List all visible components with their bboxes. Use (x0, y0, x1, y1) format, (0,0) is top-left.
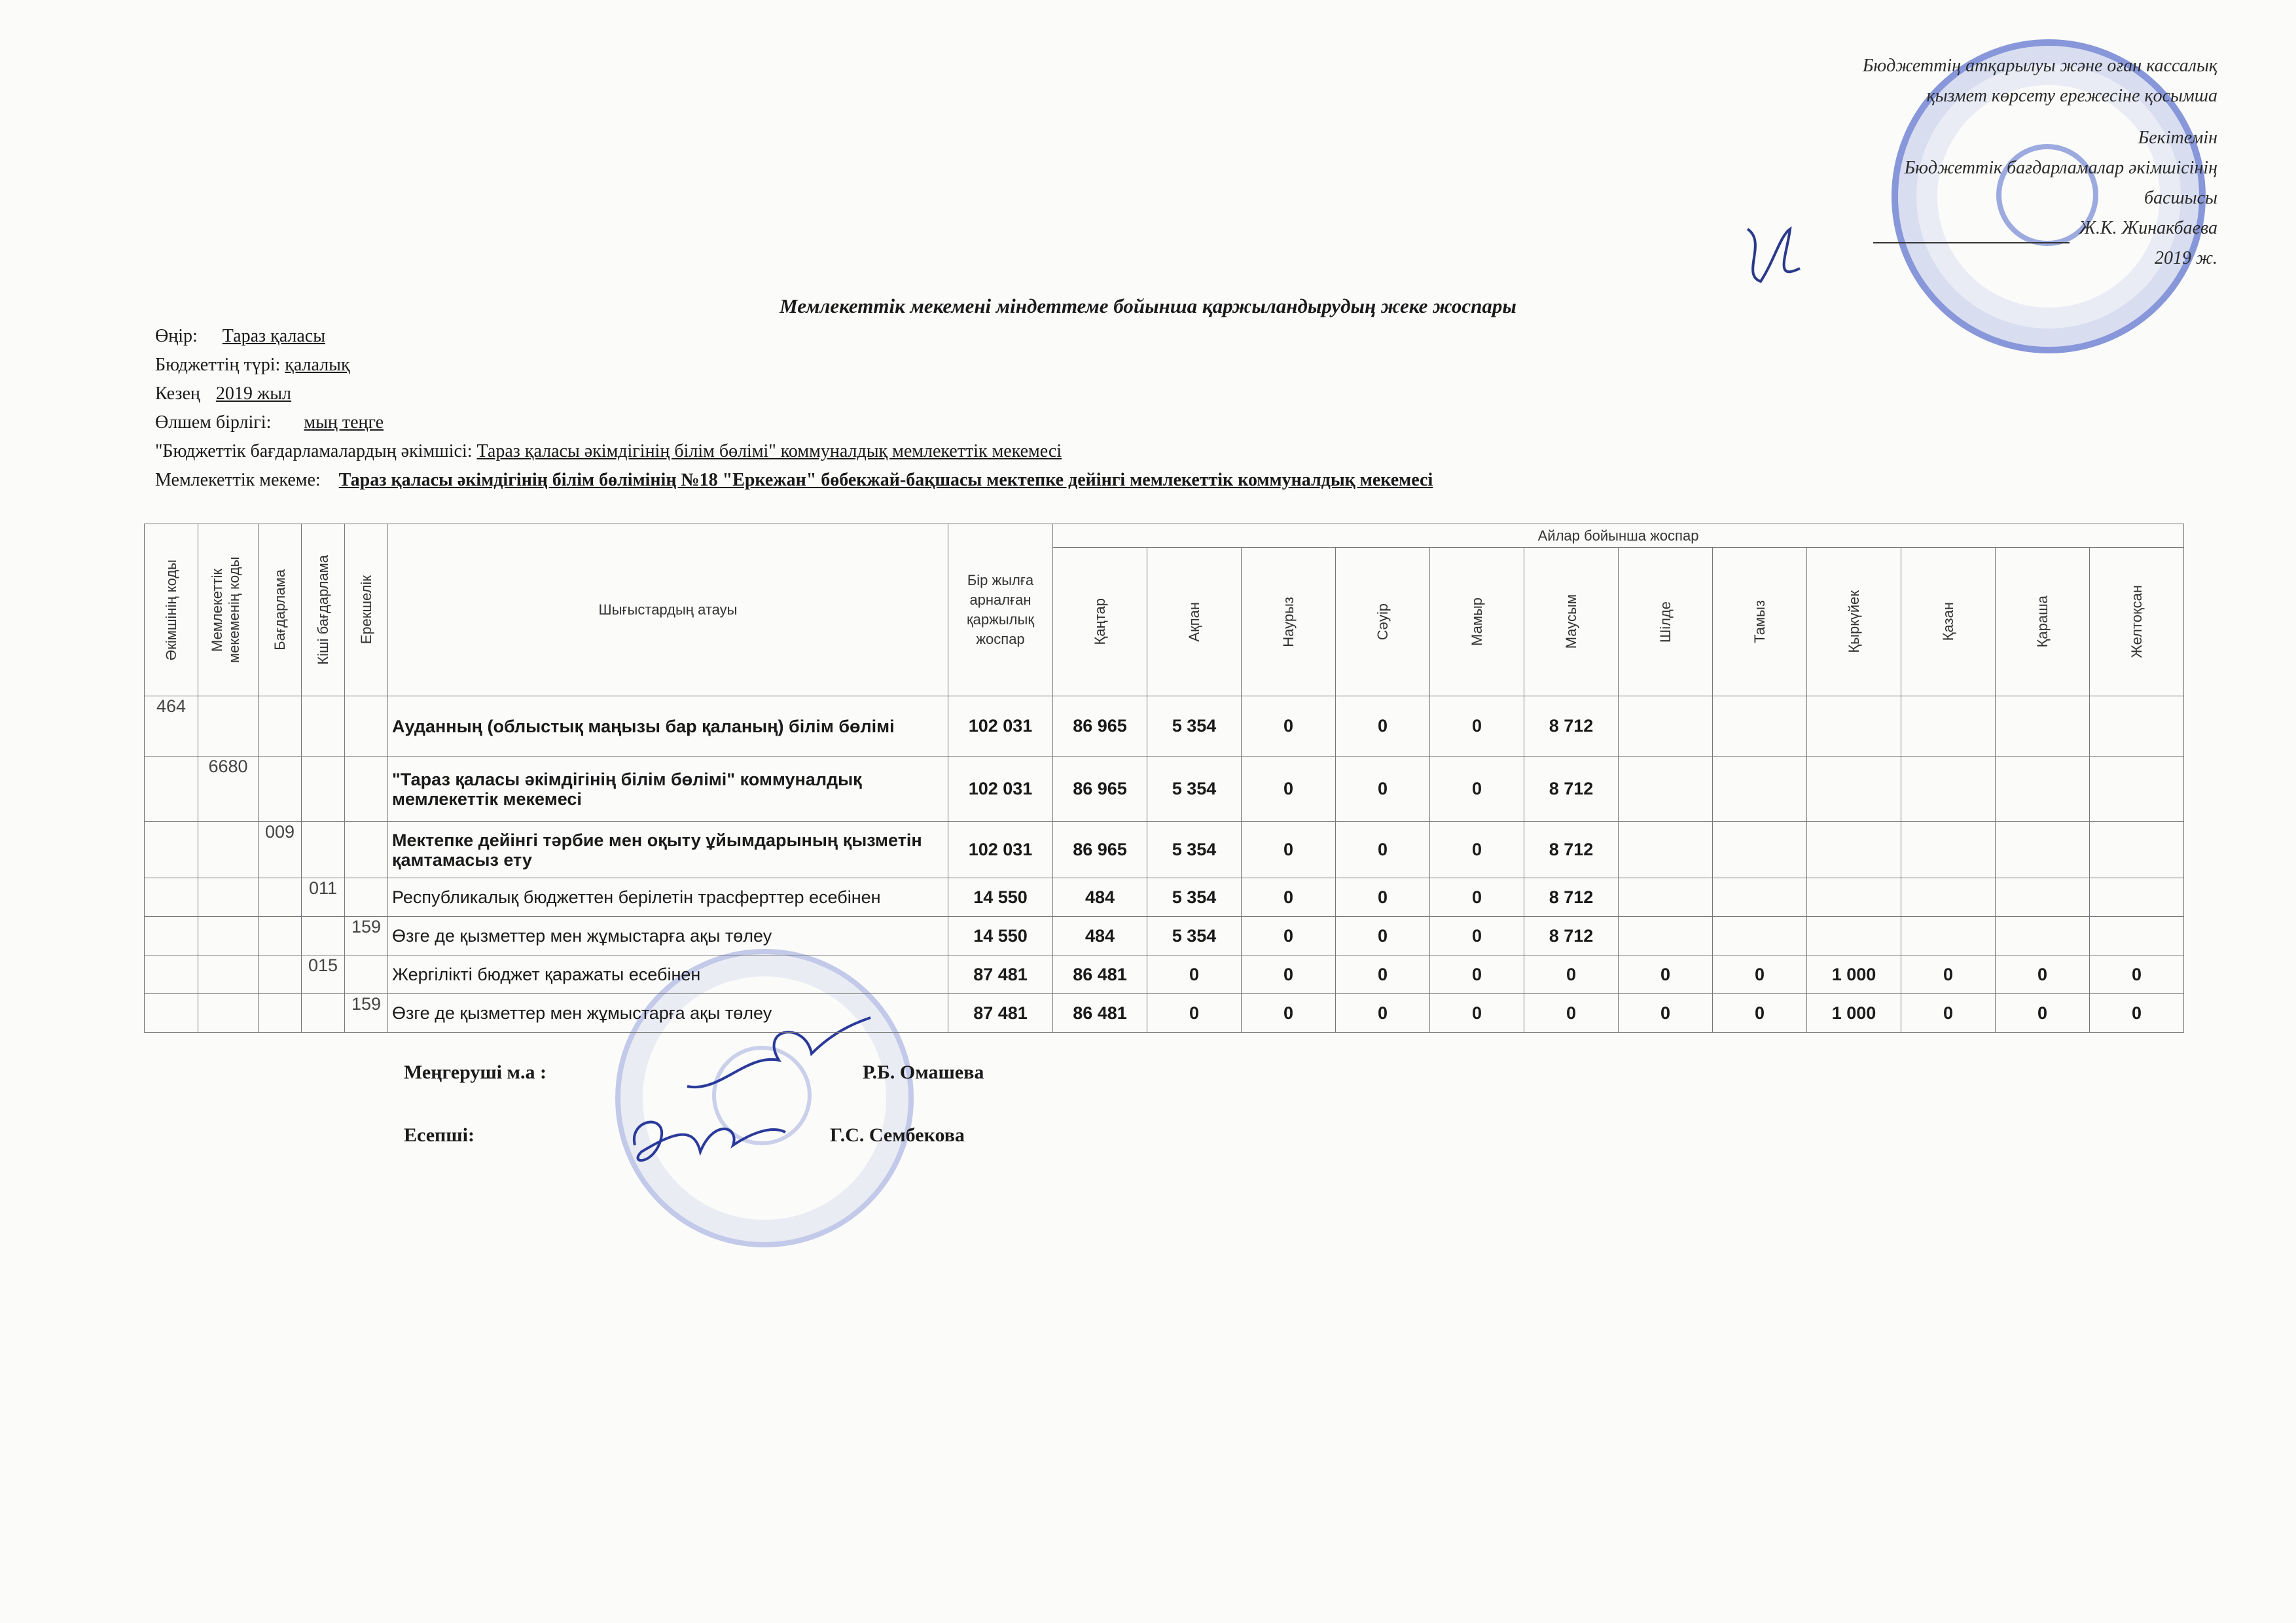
month-value-cell: 0 (1430, 696, 1524, 757)
specificity-code-cell (345, 696, 388, 757)
institution-code-cell (198, 822, 259, 878)
month-value-cell: 0 (1430, 994, 1524, 1033)
program-code-cell (259, 917, 302, 955)
expense-name-cell: Өзге де қызметтер мен жұмыстарға ақы төлеу (388, 994, 948, 1033)
program-code-cell (259, 955, 302, 994)
month-value-cell: 5 354 (1147, 822, 1242, 878)
header-month: Маусым (1524, 548, 1619, 696)
month-value-cell: 0 (1242, 994, 1336, 1033)
month-value-cell (1619, 757, 1713, 822)
month-value-cell: 5 354 (1147, 878, 1242, 917)
header-subprogram: Кіші бағдарлама (302, 524, 345, 696)
month-value-cell: 8 712 (1524, 878, 1619, 917)
month-value-cell: 0 (1336, 757, 1430, 822)
institution-label: Мемлекеттік мекеме: (155, 470, 321, 490)
month-value-cell: 0 (1336, 878, 1430, 917)
program-code-cell (259, 994, 302, 1033)
admin-value: Тараз қаласы әкімдігінің білім бөлімі" коммуналдық мемлекеттік мекемесі (476, 441, 1062, 461)
month-value-cell (2090, 917, 2184, 955)
approval-line-4: Бюджеттік бағдарламалар әкімшісінің (1904, 158, 2217, 178)
expense-name-cell: Республикалық бюджеттен берілетін трасферттер есебінен (388, 878, 948, 917)
month-value-cell (1807, 696, 1901, 757)
month-value-cell: 8 712 (1524, 696, 1619, 757)
header-month: Қыркүйек (1807, 548, 1901, 696)
table-body (145, 696, 2184, 1033)
month-value-cell: 5 354 (1147, 917, 1242, 955)
specificity-code-cell (345, 878, 388, 917)
expense-name-cell: Ауданның (облыстық маңызы бар қаланың) білім бөлімі (388, 696, 948, 757)
header-month: Желтоқсан (2090, 548, 2184, 696)
institution-code-cell (198, 955, 259, 994)
month-value-cell: 0 (1996, 994, 2090, 1033)
program-code-cell (259, 696, 302, 757)
header-admin-code: Әкімшінің коды (145, 524, 198, 696)
subprogram-code-cell (302, 994, 345, 1033)
month-value-cell (1713, 878, 1807, 917)
header-specificity: Ерекшелік (345, 524, 388, 696)
month-value-cell: 86 965 (1053, 822, 1147, 878)
header-monthly-plan: Айлар бойынша жоспар (1053, 524, 2184, 548)
head-label: Меңгеруші м.а : (404, 1061, 547, 1083)
month-value-cell (1619, 696, 1713, 757)
specificity-code-cell: 159 (345, 994, 388, 1033)
header-month: Сәуір (1336, 548, 1430, 696)
month-value-cell (1996, 822, 2090, 878)
admin-line (155, 437, 1062, 466)
admin-code-cell (145, 917, 198, 955)
month-value-cell (1713, 757, 1807, 822)
month-value-cell: 0 (1619, 994, 1713, 1033)
period-line (155, 380, 291, 408)
header-expense-name: Шығыстардың атауы (388, 524, 948, 696)
table-row (145, 878, 2184, 917)
month-value-cell: 0 (1336, 696, 1430, 757)
budget-type-value: қалалық (285, 355, 350, 375)
month-value-cell (1901, 696, 1996, 757)
institution-value: Тараз қаласы әкімдігінің білім бөлімінің №18 "Еркежан" бөбекжай-бақшасы мектепке дейінгі мемлекеттік коммуналдық мекемесі (338, 470, 1433, 490)
month-value-cell: 0 (1901, 955, 1996, 994)
month-value-cell: 0 (1147, 994, 1242, 1033)
month-value-cell: 0 (1242, 955, 1336, 994)
header-program: Бағдарлама (259, 524, 302, 696)
month-value-cell: 0 (1713, 994, 1807, 1033)
month-value-cell: 0 (1430, 917, 1524, 955)
program-code-cell (259, 757, 302, 822)
month-value-cell: 484 (1053, 878, 1147, 917)
approval-signature-scribble (1728, 216, 1813, 294)
approval-signature-line (1873, 242, 2070, 243)
header-annual-plan: Бір жылға арналған қаржылық жоспар (948, 524, 1053, 696)
financing-plan-table (144, 524, 2184, 1033)
admin-code-cell (145, 822, 198, 878)
month-value-cell: 8 712 (1524, 822, 1619, 878)
specificity-code-cell: 159 (345, 917, 388, 955)
table-row (145, 757, 2184, 822)
subprogram-code-cell: 015 (302, 955, 345, 994)
month-value-cell (1713, 917, 1807, 955)
annual-total-cell: 87 481 (948, 994, 1053, 1033)
month-value-cell: 0 (2090, 955, 2184, 994)
subprogram-code-cell (302, 696, 345, 757)
month-value-cell (1901, 822, 1996, 878)
annual-total-cell: 102 031 (948, 822, 1053, 878)
approval-line-1: Бюджеттің атқарылуы және оған кассалық (1862, 56, 2217, 76)
table-row (145, 994, 2184, 1033)
month-value-cell (1713, 696, 1807, 757)
institution-code-cell: 6680 (198, 757, 259, 822)
month-value-cell (1901, 757, 1996, 822)
month-value-cell (1807, 917, 1901, 955)
admin-code-cell (145, 994, 198, 1033)
header-month: Тамыз (1713, 548, 1807, 696)
program-code-cell (259, 878, 302, 917)
header-month: Мамыр (1430, 548, 1524, 696)
month-value-cell: 0 (1996, 955, 2090, 994)
header-institution-code: Мемлекеттік мекеменің коды (198, 524, 259, 696)
table-row (145, 955, 2184, 994)
month-value-cell: 1 000 (1807, 955, 1901, 994)
month-value-cell: 0 (1430, 822, 1524, 878)
month-value-cell (1713, 822, 1807, 878)
month-value-cell: 0 (1336, 822, 1430, 878)
month-value-cell: 0 (1430, 955, 1524, 994)
month-value-cell: 0 (1242, 878, 1336, 917)
month-value-cell: 0 (1713, 955, 1807, 994)
specificity-code-cell (345, 955, 388, 994)
head-name: Р.Б. Омашева (863, 1061, 984, 1083)
annual-total-cell: 102 031 (948, 757, 1053, 822)
month-value-cell (1901, 878, 1996, 917)
accountant-label: Есепші: (404, 1124, 475, 1146)
subprogram-code-cell: 011 (302, 878, 345, 917)
annual-total-cell: 102 031 (948, 696, 1053, 757)
header-month: Ақпан (1147, 548, 1242, 696)
institution-code-cell (198, 917, 259, 955)
institution-code-cell (198, 878, 259, 917)
month-value-cell: 0 (1430, 757, 1524, 822)
month-value-cell: 0 (1619, 955, 1713, 994)
month-value-cell (1619, 878, 1713, 917)
budget-type-label: Бюджеттің түрі: (155, 355, 281, 375)
month-value-cell: 0 (1336, 917, 1430, 955)
month-value-cell (1807, 822, 1901, 878)
month-value-cell (1807, 878, 1901, 917)
approval-line-7: 2019 ж. (2154, 248, 2217, 268)
document-title: Мемлекеттік мекемені міндеттеме бойынша қаржыландырудың жеке жоспары (780, 294, 1516, 317)
subprogram-code-cell (302, 917, 345, 955)
month-value-cell (1996, 696, 2090, 757)
table-row (145, 917, 2184, 955)
header-month: Наурыз (1242, 548, 1336, 696)
region-label: Өңір: (155, 326, 198, 346)
month-value-cell: 0 (2090, 994, 2184, 1033)
approval-line-3: Бекітемін (2138, 128, 2217, 148)
period-label: Кезең (155, 383, 200, 404)
admin-code-cell (145, 878, 198, 917)
month-value-cell: 0 (1147, 955, 1242, 994)
expense-name-cell: "Тараз қаласы әкімдігінің білім бөлімі" коммуналдық мемлекеттік мекемесі (388, 757, 948, 822)
month-value-cell (1619, 822, 1713, 878)
subprogram-code-cell (302, 822, 345, 878)
approval-line-2: қызмет көрсету ережесіне қосымша (1926, 86, 2217, 106)
header-month: Қазан (1901, 548, 1996, 696)
subprogram-code-cell (302, 757, 345, 822)
month-value-cell: 0 (1242, 696, 1336, 757)
month-value-cell: 0 (1336, 994, 1430, 1033)
month-value-cell: 0 (1336, 955, 1430, 994)
month-value-cell: 0 (1242, 757, 1336, 822)
unit-line (155, 408, 384, 437)
budget-type-line (155, 351, 350, 380)
month-value-cell: 0 (1901, 994, 1996, 1033)
header-month: Шілде (1619, 548, 1713, 696)
expense-name-cell: Мектепке дейінгі тәрбие мен оқыту ұйымдарының қызметін қамтамасыз ету (388, 822, 948, 878)
month-value-cell (2090, 822, 2184, 878)
month-value-cell: 5 354 (1147, 757, 1242, 822)
month-value-cell: 1 000 (1807, 994, 1901, 1033)
month-value-cell: 86 481 (1053, 994, 1147, 1033)
month-value-cell (1807, 757, 1901, 822)
month-value-cell: 0 (1524, 955, 1619, 994)
month-value-cell: 8 712 (1524, 917, 1619, 955)
specificity-code-cell (345, 822, 388, 878)
month-value-cell: 0 (1524, 994, 1619, 1033)
month-value-cell: 86 481 (1053, 955, 1147, 994)
institution-line (155, 466, 1433, 495)
annual-total-cell: 14 550 (948, 917, 1053, 955)
institution-code-cell (198, 994, 259, 1033)
month-value-cell: 86 965 (1053, 757, 1147, 822)
month-value-cell (1996, 917, 2090, 955)
expense-name-cell: Жергілікті бюджет қаражаты есебінен (388, 955, 948, 994)
month-value-cell (1901, 917, 1996, 955)
month-value-cell (2090, 878, 2184, 917)
region-line (155, 322, 325, 351)
expense-name-cell: Өзге де қызметтер мен жұмыстарға ақы төлеу (388, 917, 948, 955)
annual-total-cell: 87 481 (948, 955, 1053, 994)
header-month: Қараша (1996, 548, 2090, 696)
month-value-cell: 484 (1053, 917, 1147, 955)
month-value-cell: 0 (1430, 878, 1524, 917)
approval-line-6: Ж.К. Жинакбаева (2079, 218, 2217, 238)
accountant-name: Г.С. Сембекова (830, 1124, 965, 1146)
annual-total-cell: 14 550 (948, 878, 1053, 917)
table-row (145, 696, 2184, 757)
institution-code-cell (198, 696, 259, 757)
month-value-cell: 8 712 (1524, 757, 1619, 822)
unit-value: мың теңге (304, 412, 384, 433)
admin-code-cell (145, 757, 198, 822)
month-value-cell (2090, 757, 2184, 822)
header-month: Қаңтар (1053, 548, 1147, 696)
month-value-cell (1996, 757, 2090, 822)
table-row (145, 822, 2184, 878)
admin-code-cell (145, 955, 198, 994)
month-value-cell: 0 (1242, 822, 1336, 878)
month-value-cell: 0 (1242, 917, 1336, 955)
month-value-cell: 5 354 (1147, 696, 1242, 757)
accountant-signature-scribble (622, 1106, 792, 1178)
approval-line-5: басшысы (2144, 188, 2217, 208)
month-value-cell (1996, 878, 2090, 917)
admin-label: "Бюджеттік бағдарламалардың әкімшісі: (155, 441, 473, 461)
month-value-cell: 86 965 (1053, 696, 1147, 757)
month-value-cell (2090, 696, 2184, 757)
period-value: 2019 жыл (215, 383, 291, 404)
admin-code-cell: 464 (145, 696, 198, 757)
program-code-cell: 009 (259, 822, 302, 878)
region-value: Тараз қаласы (222, 326, 326, 346)
specificity-code-cell (345, 757, 388, 822)
unit-label: Өлшем бірлігі: (155, 412, 272, 433)
month-value-cell (1619, 917, 1713, 955)
